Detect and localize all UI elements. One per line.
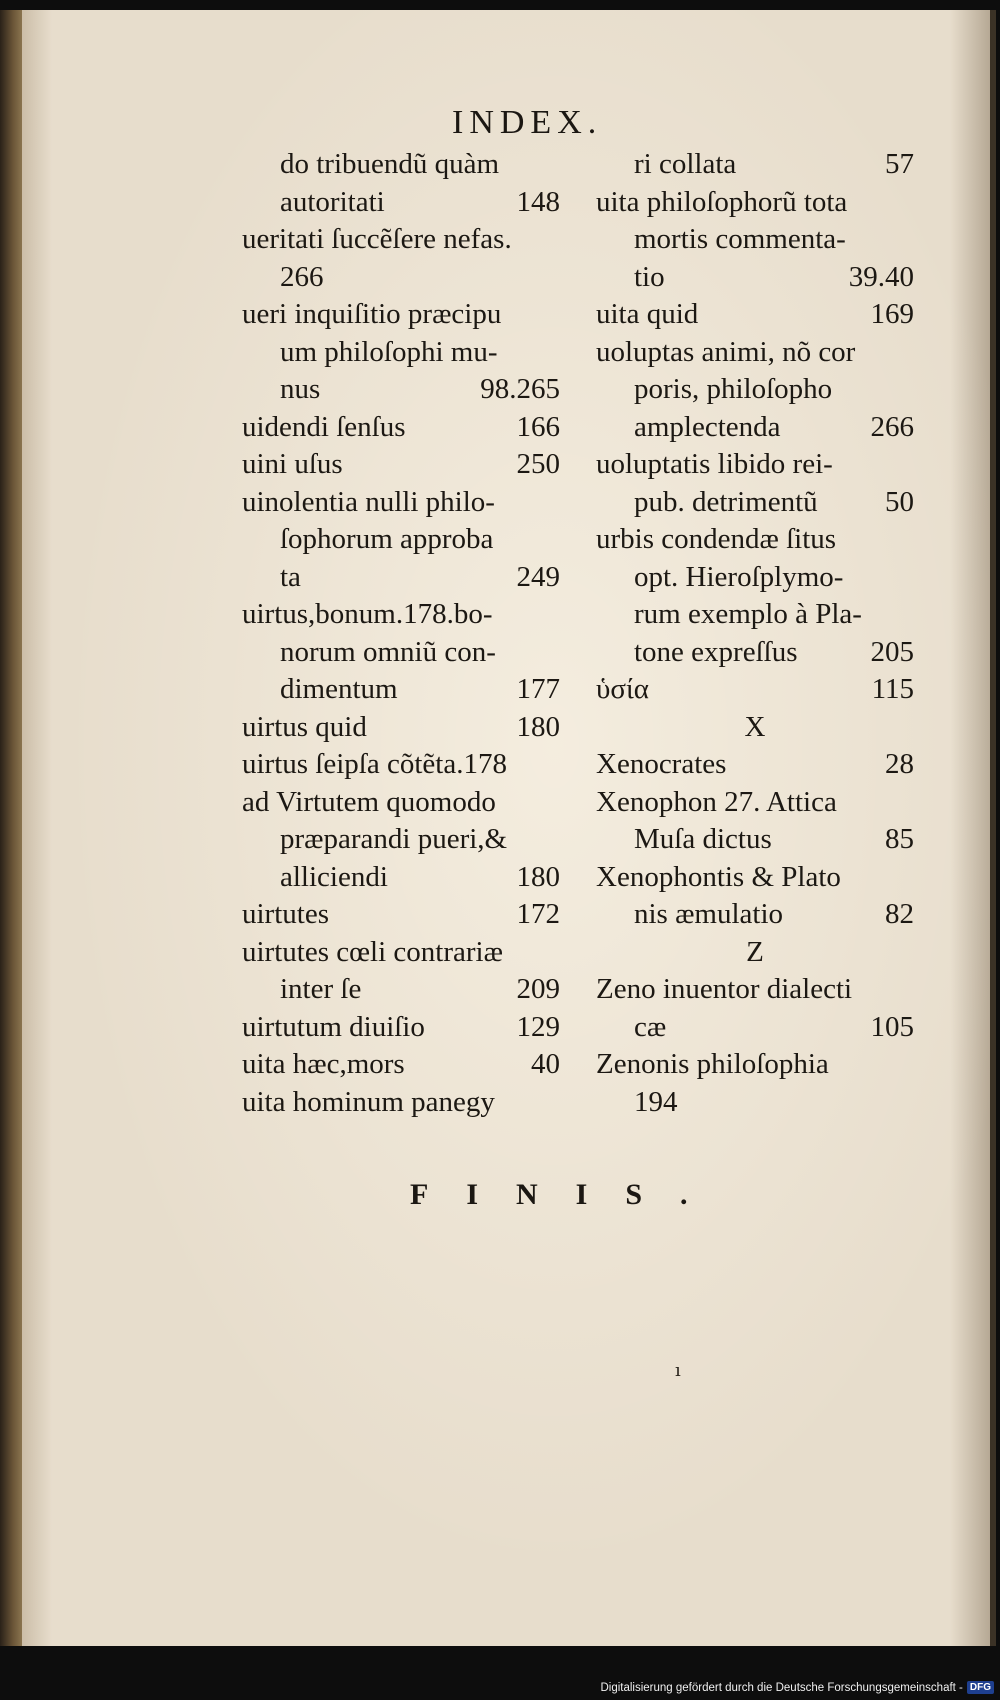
- index-entry: [242, 484, 560, 522]
- index-entry: [596, 559, 914, 597]
- index-entry-text: uirtus quid: [242, 710, 367, 743]
- index-entry: [596, 746, 914, 784]
- index-page-number: 57: [885, 148, 914, 180]
- index-entry: [596, 334, 914, 372]
- index-entry-text: Muſa dictus: [634, 823, 772, 855]
- index-page-number: 209: [516, 973, 560, 1005]
- index-entry-text: X: [744, 710, 766, 743]
- index-entry-text: uinolentia nulli philo-: [242, 485, 495, 518]
- index-entry-text: rum exemplo à Pla-: [634, 598, 862, 630]
- index-entry-text: uita quid: [596, 298, 699, 330]
- index-entry: [242, 146, 560, 184]
- index-entry: [242, 746, 560, 784]
- index-entry-text: uirtus,bonum.178.bo-: [242, 598, 493, 630]
- index-entry-text: uidendi ſenſus: [242, 410, 406, 443]
- index-page-number: 180: [516, 860, 560, 893]
- index-entry-text: tio: [634, 260, 665, 293]
- index-entry-text: urbis condendæ ſitus: [596, 523, 837, 555]
- index-entry: [596, 484, 914, 522]
- index-entry-text: 266: [280, 260, 324, 293]
- index-entry-text: pub. detrimentũ: [634, 485, 818, 518]
- digitization-credit: [600, 1681, 994, 1694]
- index-entry: [242, 559, 560, 597]
- book-binding-edge: [0, 10, 22, 1646]
- index-page-number: 250: [516, 448, 560, 480]
- index-entry-text: tone expreſſus: [634, 635, 798, 668]
- credit-text: Digitalisierung gefördert durch die Deutsche Forschungsgemeinschaft -: [600, 1681, 963, 1694]
- index-entry-text: ta: [280, 560, 301, 593]
- index-entry: [242, 634, 560, 672]
- index-entry: [242, 934, 560, 972]
- index-page-number: 39.40: [848, 260, 914, 293]
- index-entry: [242, 334, 560, 372]
- index-page-number: 129: [516, 1010, 560, 1043]
- finis-closing: FINIS.: [410, 1178, 726, 1211]
- index-entry-text: norum omniũ con-: [280, 635, 496, 668]
- index-entry: [242, 184, 560, 222]
- index-entry: [596, 1084, 914, 1122]
- index-entry: [596, 821, 914, 859]
- index-entry: [242, 221, 560, 259]
- index-page-number: 40: [531, 1048, 560, 1080]
- index-entry-text: Xenocrates: [596, 748, 727, 780]
- index-page-number: 85: [885, 823, 914, 855]
- index-entry: [242, 971, 560, 1009]
- index-entry: [242, 446, 560, 484]
- index-entry-text: um philoſophi mu-: [280, 335, 498, 368]
- index-entry: [596, 409, 914, 447]
- index-entry: [242, 671, 560, 709]
- index-entry-text: Xenophon 27. Attica: [596, 785, 837, 818]
- index-page-number: 82: [885, 898, 914, 930]
- index-entry: [242, 896, 560, 934]
- index-entry-text: nus: [280, 373, 321, 405]
- index-page-number: 166: [516, 410, 560, 443]
- index-entry: [596, 1046, 914, 1084]
- dfg-logo: DFG: [967, 1681, 994, 1694]
- index-page-number: 148: [516, 185, 560, 218]
- index-entry: [242, 596, 560, 634]
- index-entry-text: ri collata: [634, 148, 737, 180]
- index-entry-text: amplectenda: [634, 410, 781, 443]
- index-entry-text: ueritati ſuccẽſere nefas.: [242, 223, 512, 255]
- index-page-number: 169: [870, 298, 914, 330]
- index-entry: [242, 1084, 560, 1122]
- index-page-number: 180: [516, 710, 560, 743]
- index-entry: [242, 296, 560, 334]
- index-entry: [242, 859, 560, 897]
- index-entry: [242, 1009, 560, 1047]
- index-entry-text: Zenonis philoſophia: [596, 1048, 829, 1080]
- index-entry-text: uoluptatis libido rei-: [596, 448, 833, 480]
- index-entry-text: uirtutum diuiſio: [242, 1010, 425, 1043]
- index-entry: [596, 596, 914, 634]
- index-column-left: [242, 146, 560, 1121]
- index-entry: [596, 896, 914, 934]
- index-entry: [596, 521, 914, 559]
- index-entry: [596, 296, 914, 334]
- index-entry-text: autoritati: [280, 185, 385, 218]
- index-entry: [596, 859, 914, 897]
- index-page-number: 249: [516, 560, 560, 593]
- index-entry-text: ſophorum approba: [280, 523, 494, 555]
- index-entry-text: uoluptas animi, nõ cor: [596, 335, 856, 368]
- index-entry-text: præparandi pueri,&: [280, 823, 508, 855]
- index-entry: [242, 709, 560, 747]
- index-entry: [596, 221, 914, 259]
- index-page-number: 172: [516, 898, 560, 930]
- index-entry-text: Xenophontis & Plato: [596, 860, 841, 893]
- index-page-number: 115: [871, 673, 914, 705]
- index-page-number: 177: [516, 673, 560, 705]
- index-entry: [242, 821, 560, 859]
- index-entry-text: do tribuendũ quàm: [280, 148, 500, 180]
- index-entry: [242, 371, 560, 409]
- index-entry: [596, 446, 914, 484]
- index-entry: [242, 784, 560, 822]
- index-entry-text: uita hæc,mors: [242, 1048, 405, 1080]
- index-entry: [596, 1009, 914, 1047]
- index-letter-heading: [596, 934, 914, 972]
- index-entry: [596, 371, 914, 409]
- index-entry-text: opt. Hieroſplymo-: [634, 560, 844, 593]
- index-entry-text: Zeno inuentor dialecti: [596, 973, 853, 1005]
- index-entry-text: inter ſe: [280, 973, 362, 1005]
- index-entry-text: alliciendi: [280, 860, 388, 893]
- index-page-number: 205: [870, 635, 914, 668]
- index-entry-text: cæ: [634, 1010, 667, 1043]
- index-entry-text: 194: [634, 1085, 678, 1118]
- index-page-number: 28: [885, 748, 914, 780]
- index-page-number: 98.265: [480, 373, 560, 405]
- index-entry-text: uita hominum panegy: [242, 1085, 495, 1118]
- index-entry: [242, 1046, 560, 1084]
- index-entry-text: uirtutes: [242, 898, 329, 930]
- index-entry: [596, 971, 914, 1009]
- index-entry: [242, 259, 560, 297]
- index-entry: [596, 259, 914, 297]
- index-entry: [596, 184, 914, 222]
- index-entry-text: poris, philoſopho: [634, 373, 833, 405]
- page-title: INDEX.: [452, 104, 603, 141]
- index-entry: [596, 784, 914, 822]
- index-entry: [242, 409, 560, 447]
- index-page-number: 266: [870, 410, 914, 443]
- index-entry-text: dimentum: [280, 673, 398, 705]
- index-entry-text: uirtus ſeipſa cõtẽta.178: [242, 748, 507, 780]
- index-entry: [596, 634, 914, 672]
- index-entry-text: ὑσία: [596, 673, 649, 705]
- signature-mark: ı: [675, 1360, 681, 1381]
- index-entry: [596, 146, 914, 184]
- index-page-number: 105: [870, 1010, 914, 1043]
- index-page-number: 50: [885, 485, 914, 518]
- index-column-right: [596, 146, 914, 1121]
- index-entry-text: ueri inquiſitio præcipu: [242, 298, 502, 330]
- index-entry-text: uirtutes cœli contrariæ: [242, 935, 503, 968]
- index-entry-text: ad Virtutem quomodo: [242, 785, 496, 818]
- index-entry-text: uita philoſophorũ tota: [596, 185, 848, 218]
- index-entry-text: mortis commenta-: [634, 223, 846, 255]
- index-entry: [596, 671, 914, 709]
- index-entry-text: nis æmulatio: [634, 898, 784, 930]
- index-entry-text: uini uſus: [242, 448, 343, 480]
- index-letter-heading: [596, 709, 914, 747]
- index-entry: [242, 521, 560, 559]
- index-entry-text: Z: [746, 935, 764, 968]
